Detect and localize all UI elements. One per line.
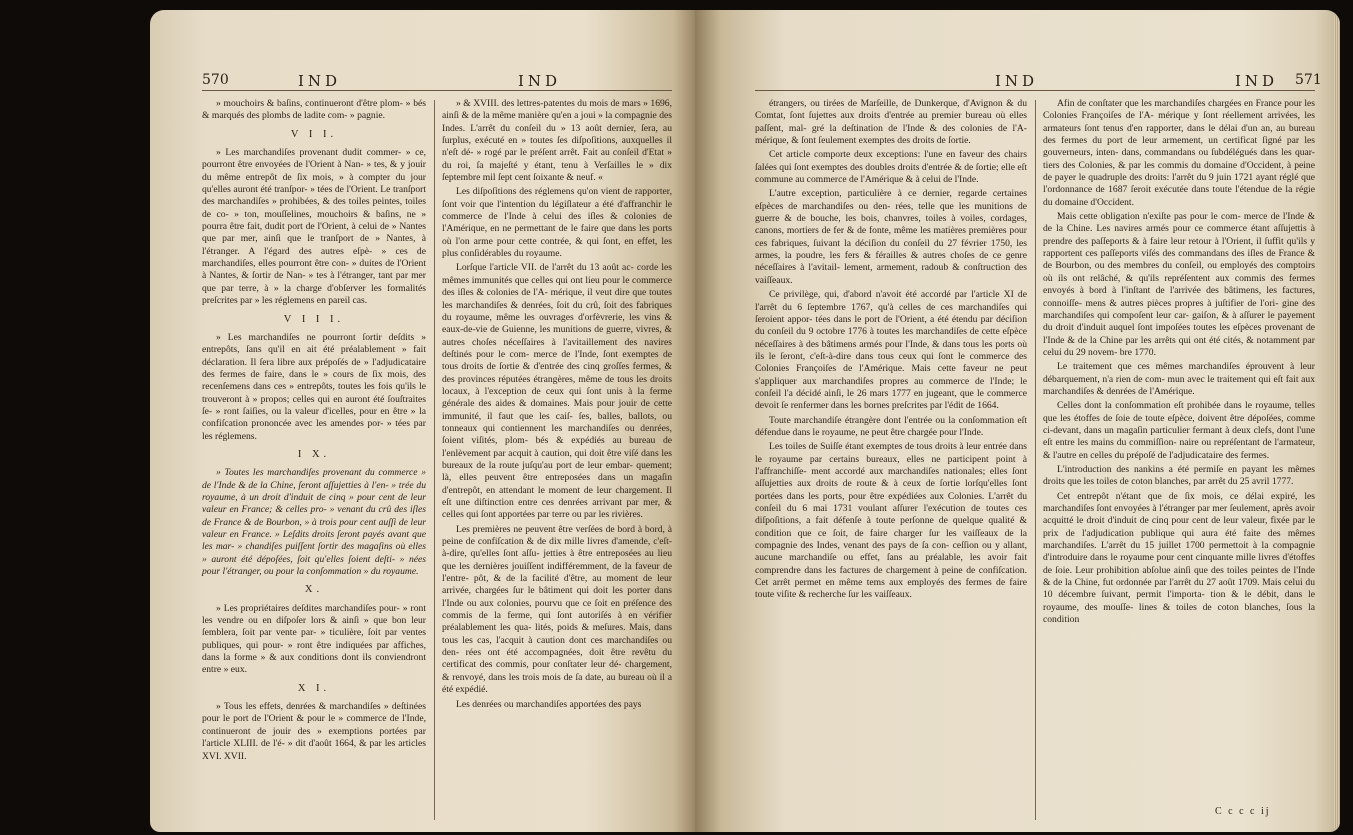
article-heading: V I I I. <box>283 313 345 325</box>
header-rule <box>755 90 1315 91</box>
paragraph: Les denrées ou marchandiſes apportées des pays <box>456 698 642 710</box>
paragraph: L'autre exception, particulière à ce dernier, regarde certaines eſpèces de marchandiſes ou den- rées, telle que les munitions de guerre & de bouche, les bois, chanvres, toiles à voiles, cordages, canons, mortiers de fer & de fonte, même les matières premières pour ces fabriques, ſuivant la déciſion du conſeil du 27 février 1750, les armes, la poudre, les fers & férailles & autres choſes de ce genre néceſſaires à l'avitail- lement, armement, radoub & conſtruction des vaiſſeaux. <box>755 188 1027 286</box>
paragraph: Afin de conſtater que les marchandiſes chargées en France pour les Colonies Françoiſes de l'A- mérique y ſont réellement arrivées, les armateurs ſont tenus d'en rapporter, dans le délai d'un an, au bureau des fermes du port de leur armement, un certificat ſigné par les gouverneurs, inten- dans, commandans ou ſubdélégués dans les quar- tiers des Colonies, & par les commis du domaine d'Occident, à peine de payer le quadruple des droits: l'arrêt du 9 juin 1721 ayant réglé que l'ordonnance de 1687 ſeroit exécutée dans toute l'étendue de la régie du domaine d'Occident. <box>1043 98 1315 208</box>
paragraph: » Les propriétaires deſdites marchandiſes pour- » ront les vendre ou en diſpoſer lors & ainſi » que bon leur ſemblera, ſoit par vente par- » ticulière, ſoit par ventes publiques, qui pour- » ront être indiquées par affiches, dans la forme » & aux conditions dont ils conviendront entre » eux. <box>202 602 426 676</box>
paragraph: Ce privilège, qui, d'abord n'avoit été accordé par l'article XI de l'arrêt du 6 ſeptembre 1767, qu'à celles de ces marchandiſes qui ſeroient appor- tées dans le port de l'Orient, a été étendu par déciſion du conſeil du 9 octobre 1776 à toutes les marchandiſes de cette eſpèce néceſſaires à des bâtimens armés pour l'Inde, & dans tous les ports où ils le ſeront, c'eſt-à-dire dans tous ceux qui ſont le commerce des Colonies Françoiſes de l'Amérique. Mais cette faveur ne peut s'appliquer aux marchandiſes propres au commerce de l'Inde; le conſeil l'a décidé ainſi, le 26 mars 1777 en jugeant, que le commerce devoit ſe renfermer dans les bornes preſcrites par l'édit de 1664. <box>755 289 1027 412</box>
header-rule <box>202 90 672 91</box>
paragraph: » Toutes les marchandiſes provenant du commerce » de l'Inde & de la Chine, ſeront aſſujetties à l'en- » trée du royaume, à un droit d'induit de cinq » pour cent de leur valeur en France; & celles pro- » venant du crû des iſles de France & de Bourbon, » à trois pour cent auſſi de leur valeur en France. » Leſdits droits ſeront payés avant que les mar- » chandiſes puiſſent ſortir des magaſins où elles » auront été dépoſées, ſoit qu'elles ſoient deſti- » nées pour l'étranger, ou pour la conſommation » du royaume. <box>202 467 426 578</box>
running-header-col2: IND <box>518 72 562 90</box>
paragraph: Cet article comporte deux exceptions: l'une en faveur des chairs ſalées qui ſont exemptes des doubles droits d'entrée & de ſortie; elle eſt commune au commerce de l'Amérique & à celui de l'Inde. <box>755 149 1027 186</box>
paragraph: Toute marchandiſe étrangère dont l'entrée ou la conſommation eſt défendue dans le royaume, ne peut être chargée pour l'Inde. <box>755 414 1027 438</box>
paragraph: Les diſpoſitions des réglemens qu'on vient de rapporter, ſont voir que l'intention du légiſlateur a été d'affranchir le commerce de l'Inde à celui des iſles & colonies de l'Amérique, en ne permettant de le faire que dans les ports où l'on arme pour cette contrée, & qui ſont, en effet, les plus conſidérables du royaume. <box>442 186 672 260</box>
article-heading: V I I. <box>290 128 338 140</box>
article-heading: I X. <box>297 448 331 460</box>
column-divider <box>1035 100 1036 820</box>
text-column-1 <box>202 98 426 765</box>
page-edges <box>1334 16 1340 828</box>
signature-mark: C c c c ij <box>1215 806 1271 817</box>
running-header-col2: IND <box>1235 72 1279 90</box>
page-number: 570 <box>202 72 229 88</box>
text-column-2 <box>1043 98 1315 628</box>
page-number: 571 <box>1295 72 1322 88</box>
running-header: IND <box>298 72 342 90</box>
column-divider <box>434 100 435 820</box>
open-book <box>150 10 1340 832</box>
paragraph: Lorſque l'article VII. de l'arrêt du 13 août ac- corde les mêmes immunités que celles qui ont lieu pour le commerce des iſles & colonies de l'A- mérique, il veut dire que toutes les marchandiſes & denrées, ſoit du crû, ſoit des fabriques du royaume, même les ouvrages d'orfèvrerie, les vins & eaux-de-vie de Guienne, les munitions de guerre, vivres, & autres choſes néceſſaires à l'avitaillement des navires deſtinés pour le com- merce de l'Inde, ſont exemptes de tous droits de ſortie & d'entrée des cinq groſſes fermes, & des provinces réputées étrangères, même de tous les droits locaux, à l'exception de ceux qui ſont unis à la ferme générale des aides & domaines. Mais pour jouir de cette immunité, il faut que les caiſ- ſes, balles, ballots, ou tonneaux qui contiennent les marchandiſes ou denrées, ſoient viſités, plom- bés & expédiés au bureau de l'enlèvement par acquit à caution, qui doit être viſé dans les bureaux de la route juſqu'au port de leur embar- quement; là, elles peuvent être entreposées dans un magaſin d'entrepôt, en attendant le moment de leur chargement. Il eſt une diſtinction entre ces denrées arrivant par mer, & celles qui ſont apportées par terre ou par les rivières. <box>442 262 672 521</box>
right-page <box>695 10 1340 832</box>
article-heading: X. <box>304 584 324 596</box>
paragraph: Le traitement que ces mêmes marchandiſes éprouvent à leur débarquement, n'a rien de com- mun avec le traitement qui eſt fait aux marchandiſes & denrées de l'Amérique. <box>1043 361 1315 397</box>
paragraph: Cet entrepôt n'étant que de ſix mois, ce délai expiré, les marchandiſes ſont envoyées à l'étranger par mer ſeulement, après avoir acquitté le droit d'induit de cinq pour cent de leur valeur, fixée par le prix de l'adjudication publique qui aura été faite des mêmes marchandiſes. L'arrêt du 15 juillet 1700 permettoit à la compagnie d'introduire dans le royaume pour cent cinquante mille livres d'étoffes de ſoie. Leur prohibition abſolue ainſi que des toiles peintes de l'Inde & de la Chine, fut ordonnée par l'arrêt du 27 août 1709. Mais celui du 10 décembre ſuivant, permit l'importa- tion & le débit, dans le royaume, des mouſſe- lines & toiles de coton blanches, ſous la condition <box>1043 490 1315 626</box>
paragraph: Celles dont la conſommation eſt prohibée dans le royaume, telles que les étoffes de ſoie de toute eſpèce, doivent être dépoſées, comme ci-devant, dans un magaſin particulier fermant à deux clefs, dont l'une eſt entre les mains du commiſſion- naire ou repréſentant de l'armateur, & l'autre en celles du prépoſé de l'adjudicataire des fermes. <box>1043 400 1315 461</box>
paragraph: » Les marchandiſes ne pourront ſortir deſdits » entrepôts, ſans qu'il en ait été préalablement » fait déclaration. Il ſera libre aux prépoſés de » l'adjudicataire des fermes de faire, dans le » cours de ſix mois, des recenſemens dans ces » entrepôts, toutes les fois qu'ils le trouveront à » propos; celles qui en auront été ſouſtraites ſe- » ront ſaiſies, ou la valeur d'icelles, pour en être » la confiſcation prononcée avec les amendes por- » tées par les réglemens. <box>202 331 426 442</box>
paragraph: Les toiles de Suiſſe étant exemptes de tous droits à leur entrée dans le royaume par certains bureaux, elles ne participent point à l'affranchiſſe- ment accordé aux marchandiſes nationales; elles ſont aſſujetties aux droits de route & à ceux de ſortie lorſqu'elles ſont portées dans les ports, pour être expédiées aux Colonies. L'arrêt du conſeil du 6 mai 1731 voulant aſſurer l'exécution de toutes ces diſpoſitions, a fait défenſe à toute perſonne de quelque qualité & condition que ce ſoit, de faire charger ſur les vaiſſeaux de la compagnie des Indes, venant des pays de ſa con- ceſſion ou y allant, aucune marchandiſe ou effet, ſans au préalable, les avoir fait comprendre dans les factures de chargement à peine de confiſcation. Cet arrêt permet en même tems aux employés des fermes de faire toute viſite & recherche ſur les vaiſſeaux. <box>755 441 1027 601</box>
paragraph: Mais cette obligation n'exiſte pas pour le com- merce de l'Inde & de la Chine. Les navires armés pour ce commerce étant aſſujettis à prendre des paſſeports & à faire leur retour à l'Orient, il ſuffit qu'ils y rapportent ces paſſeports viſés des commandans des iſles de France & de Bourbon, ou des membres du conſeil, ou employés des comptoirs où ils ont relâché, & qu'ils repréſentent aux commis des fermes envoyés à bord à l'inſtant de l'arrivée des bâtimens, les factures, connoiſſe- mens & autres pièces propres à juſtifier de l'ori- gine des marchandiſes qui compoſent leur car- gaiſon, & à aſſurer le payement du droit d'induit auquel ſont impoſées toutes les eſpèces provenant de l'Inde & de la Chine par les arrêts qui ont été cités, & notamment par celui du 29 novem- bre 1770. <box>1043 211 1315 358</box>
article-heading: X I. <box>297 682 331 694</box>
paragraph: Les premières ne peuvent être verſées de bord à bord, à peine de confiſcation & de dix mille livres d'amende, c'eſt-à-dire, qu'elles ſont aſſu- jetties à être entreposées au lieu que les dernières jouiſſent indifféremment, de la faveur de l'entre- pôt, & de la facilité d'être, au moment de leur arrivée, chargées ſur le bâtiment qui doit les porter dans l'Inde ou aux colonies, pourvu que ce ſoit en préſence des commis de la ferme, qui ſont autoriſés à en vérifier préalablement les qua- lités, poids & meſures. Mais, dans tous les cas, l'acquit à caution dont ces marchandiſes ou den- rées ont été accompagnées, doit être revêtu du certificat des commis, pour conſtater leur dé- chargement, & renvoyé, dans les trois mois de ſa date, au bureau où il a été expédié. <box>442 523 672 696</box>
paragraph: étrangers, ou tirées de Marſeille, de Dunkerque, d'Avignon & du Comtat, ſont ſujettes aux droits d'entrée au premier bureau où elles paſſent, mal- gré la deſtination de l'Inde & des colonies de l'A- mérique, & ſont ſeulement exemptes des droits de ſortie. <box>755 98 1027 147</box>
running-header: IND <box>995 72 1039 90</box>
paragraph: L'introduction des nankins a été permiſe en payant les mêmes droits que les toiles de coton blanches, par arrêt du 25 avril 1777. <box>1043 463 1315 488</box>
paragraph: » Tous les effets, denrées & marchandiſes » deſtinées pour le port de l'Orient & pour le » commerce de l'Inde, continueront de jouir des » exemptions portées par l'article XLIII. de l'é- » dit d'août 1664, & par les articles XVI. XVII. <box>202 701 426 762</box>
paragraph: » mouchoirs & baſins, continueront d'être plom- » bés & marqués des plombs de ladite com- » pagnie. <box>202 98 426 122</box>
text-column-1 <box>755 98 1027 604</box>
text-column-2 <box>442 98 672 713</box>
paragraph: » & XVIII. des lettres-patentes du mois de mars » 1696, ainſi & de la même manière qu'en a joui » la compagnie des Indes. L'arrêt du conſeil du » 13 août dernier, ſera, au ſurplus, exécuté en » toutes ſes diſpoſitions, auxquelles il n'eſt dé- » rogé par le préſent arrêt. Fait au conſeil d'Etat » du roi, ſa majeſté y étant, tenu à Verſailles le » dix ſeptembre mil ſept cent ſoixante & neuf. « <box>442 98 672 184</box>
paragraph: » Les marchandiſes provenant dudit commer- » ce, pourront être envoyées de l'Orient à Nan- » tes, & y jouir du même entrepôt de ſix mois, » à compter du jour qu'elles auront été tranſpor- » tées de l'Orient. Le tranſport des marchandiſes » prohibées, & des toiles peintes, toiles de co- » ton, mouſſelines, mouchoirs & baſins, ne » pourra être fait, dudit port de l'Orient, à celui de » Nantes que par mer, ainſi que le tranſport de » Nantes, à l'étranger. A l'égard des autres eſpè- » ces de marchandiſes, elles pourront être con- » duites de l'Orient à Nantes, & ſortir de Nan- » tes à l'étranger, tant par mer que par terre, à » la charge d'obſerver les formalités preſcrites par » les réglemens en pareil cas. <box>202 147 426 307</box>
left-page <box>150 10 695 832</box>
